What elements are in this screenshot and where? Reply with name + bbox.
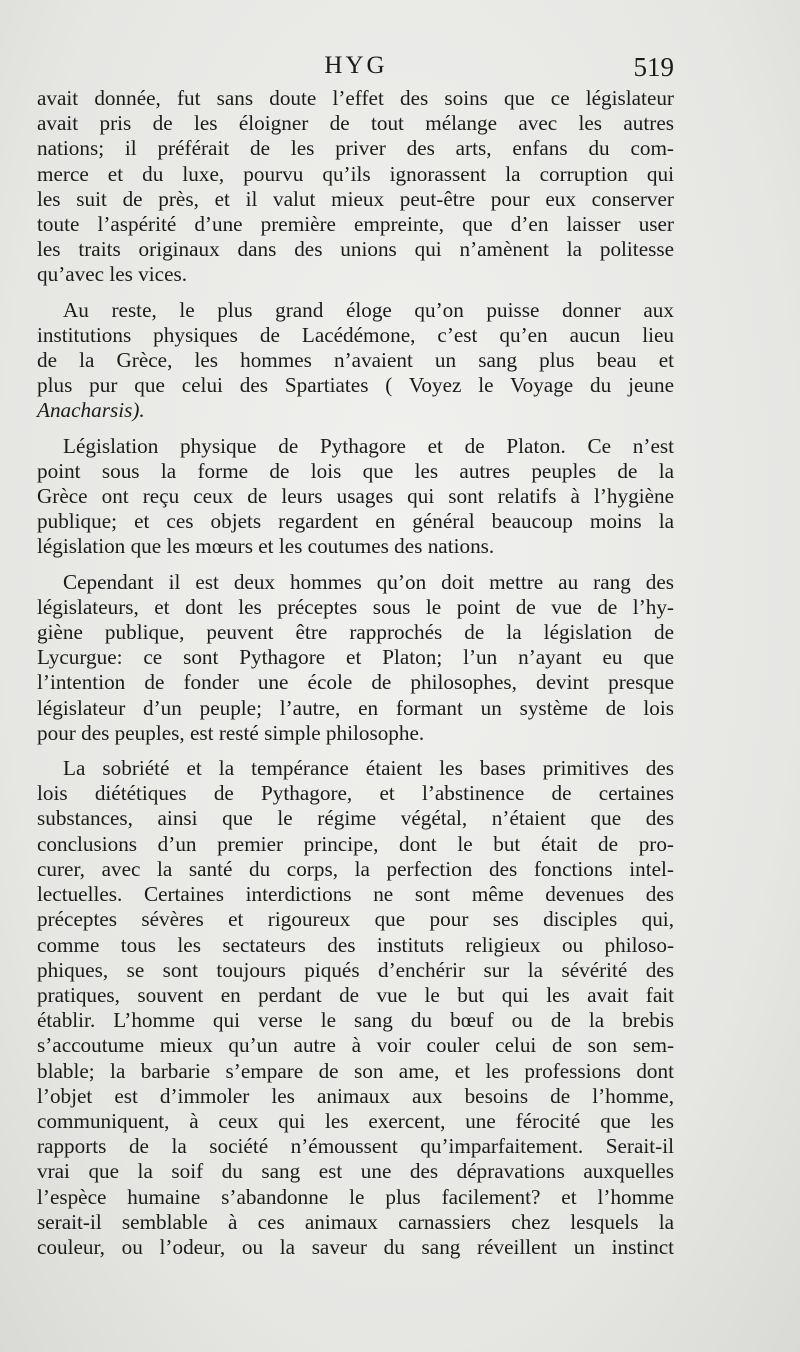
paragraph-3 bbox=[37, 434, 674, 560]
text-line: nations; il préférait de les priver des arts, enfans du com- bbox=[37, 136, 674, 161]
text-line: législateur d’un peuple; l’autre, en formant un système de lois bbox=[37, 695, 674, 720]
text-line: avait pris de les éloigner de tout mélange avec les autres bbox=[37, 111, 674, 136]
text-line: La sobriété et la tempérance étaient les bases primitives des bbox=[63, 756, 674, 781]
text-line: comme tous les sectateurs des instituts religieux ou philoso- bbox=[37, 932, 674, 957]
text-line: pour des peuples, est resté simple philosophe. bbox=[37, 720, 425, 745]
text-line: l’espèce humaine s’abandonne le plus facilement? et l’homme bbox=[37, 1184, 674, 1209]
text-line: point sous la forme de lois que les autres peuples de la bbox=[37, 458, 674, 483]
text-line: Cependant il est deux hommes qu’on doit mettre au rang des bbox=[63, 569, 674, 594]
paragraph-5 bbox=[37, 756, 674, 1260]
text-line: toute l’aspérité d’une première empreinte, que d’en laisser user bbox=[37, 212, 674, 237]
text-line: merce et du luxe, pourvu qu’ils ignorassent la corruption qui bbox=[37, 161, 674, 186]
text-line: phiques, se sont toujours piqués d’enchérir sur la sévérité des bbox=[37, 957, 674, 982]
text-line: s’accoutume mieux qu’un autre à voir couler celui de son sem- bbox=[37, 1033, 674, 1058]
text-line: substances, ainsi que le régime végétal, n’étaient que des bbox=[37, 806, 674, 831]
text-line: publique; et ces objets regardent en général beaucoup moins la bbox=[37, 509, 674, 534]
text-line: vrai que la soif du sang est une des dépravations auxquelles bbox=[37, 1159, 674, 1184]
text-line: les traits originaux dans des unions qui n’amènent la politesse bbox=[37, 237, 674, 262]
text-line: l’intention de fonder une école de philosophes, devint presque bbox=[37, 670, 674, 695]
text-line: de la Grèce, les hommes n’avaient un sang plus beau et bbox=[37, 348, 674, 373]
body-text bbox=[37, 86, 674, 1260]
page-number: 519 bbox=[633, 52, 674, 82]
text-line: communiquent, à ceux qui les exercent, une férocité que les bbox=[37, 1108, 674, 1133]
text-line: qu’avec les vices. bbox=[37, 262, 188, 287]
text-line: Au reste, le plus grand éloge qu’on puisse donner aux bbox=[63, 297, 674, 322]
text-line: préceptes sévères et rigoureux que pour ses disciples qui, bbox=[37, 907, 674, 932]
text-line: plus pur que celui des Spartiates ( Voyez le Voyage du jeune bbox=[37, 373, 674, 398]
paragraph-2 bbox=[37, 298, 674, 424]
text-line: pratiques, souvent en perdant de vue le but qui les avait fait bbox=[37, 982, 674, 1007]
paragraph-1 bbox=[37, 86, 674, 288]
text-line: Lycurgue: ce sont Pythagore et Platon; l’un n’ayant eu que bbox=[37, 645, 674, 670]
running-head: HYG bbox=[324, 52, 388, 79]
text-line: Grèce ont reçu ceux de leurs usages qui sont relatifs à l’hygiène bbox=[37, 484, 674, 509]
text-line: avait donnée, fut sans doute l’effet des soins que ce législateur bbox=[37, 86, 674, 110]
text-line: rapports de la société n’émoussent qu’imparfaitement. Serait-il bbox=[37, 1134, 674, 1159]
text-line: blable; la barbarie s’empare de son ame, et les professions dont bbox=[37, 1058, 674, 1083]
text-line: établir. L’homme qui verse le sang du bœuf ou de la brebis bbox=[37, 1008, 674, 1033]
text-line: l’objet est d’immoler les animaux aux besoins de l’homme, bbox=[37, 1083, 674, 1108]
text-line: giène publique, peuvent être rapprochés de la législation de bbox=[37, 620, 674, 645]
text-line: les suit de près, et il valut mieux peut-être pour eux conserver bbox=[37, 186, 674, 211]
text-line: Anacharsis). bbox=[37, 398, 145, 423]
text-line: curer, avec la santé du corps, la perfection des fonctions intel- bbox=[37, 856, 674, 881]
text-line: conclusions d’un premier principe, dont le but était de pro- bbox=[37, 831, 674, 856]
text-line: serait-il semblable à ces animaux carnassiers chez lesquels la bbox=[37, 1209, 674, 1234]
text-line: institutions physiques de Lacédémone, c’est qu’en aucun lieu bbox=[37, 322, 674, 347]
text-line: Législation physique de Pythagore et de Platon. Ce n’est bbox=[63, 433, 674, 458]
text-line: lois diététiques de Pythagore, et l’abstinence de certaines bbox=[37, 781, 674, 806]
paragraph-4 bbox=[37, 570, 674, 746]
text-line: couleur, ou l’odeur, ou la saveur du sang réveillent un instinct bbox=[37, 1234, 674, 1259]
text-line: législation que les mœurs et les coutumes des nations. bbox=[37, 534, 495, 559]
text-line: lectuelles. Certaines interdictions ne sont même devenues des bbox=[37, 882, 674, 907]
text-line: législateurs, et dont les préceptes sous le point de vue de l’hy- bbox=[37, 594, 674, 619]
